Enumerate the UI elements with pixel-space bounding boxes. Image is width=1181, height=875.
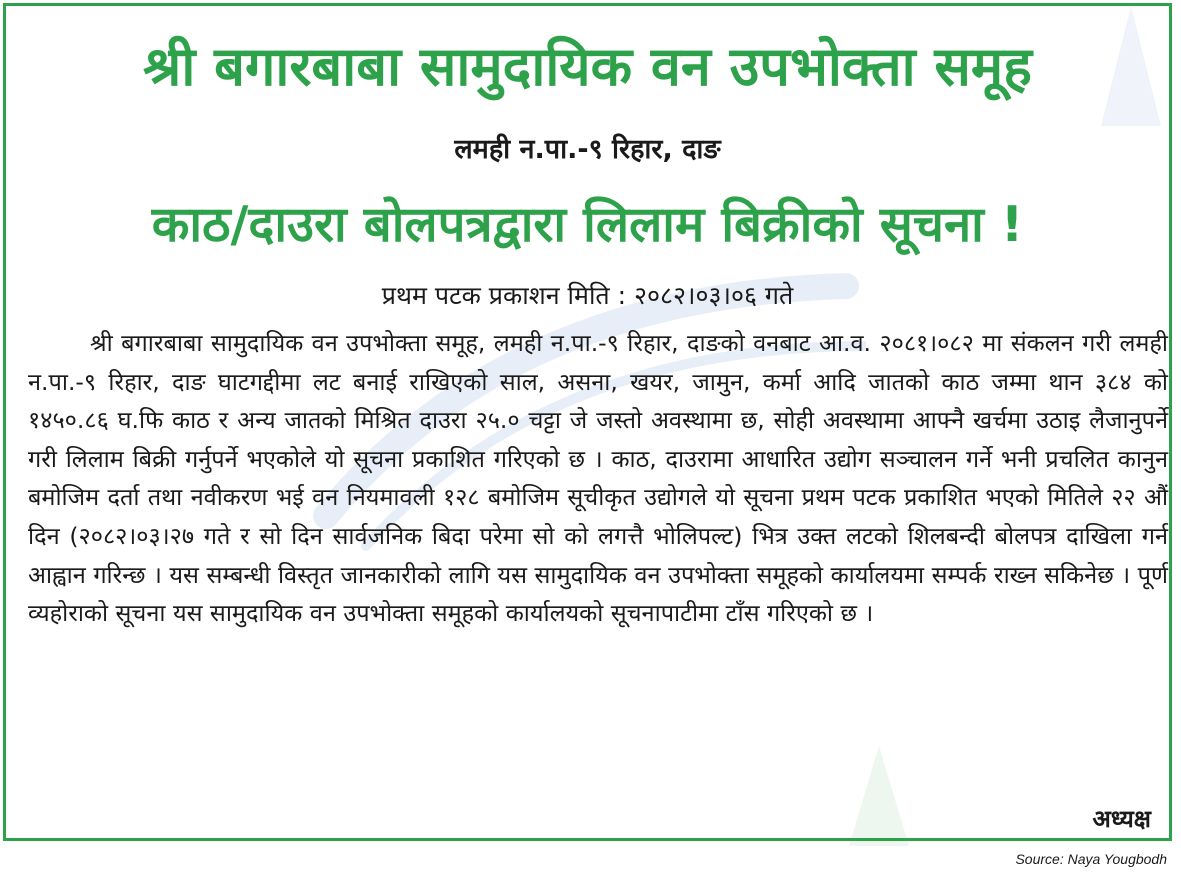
organization-address: लमही न.पा.-९ रिहार, दाङ xyxy=(454,134,721,165)
source-credit: Source: Naya Yougbodh xyxy=(1015,851,1167,867)
organization-title: श्री बगारबाबा सामुदायिक वन उपभोक्ता समूह xyxy=(143,35,1032,98)
notice-border-frame xyxy=(3,3,1172,841)
notice-body-text: श्री बगारबाबा सामुदायिक वन उपभोक्ता समूह, लमही न.पा.-९ रिहार, दाङको वनबाट आ.व. २०८१।०८२ मा संकलन गरी लमही न.पा.-९ रिहार, दाङ घाटगद्दीमा लट बनाई राखिएको साल, असना, खयर, जामुन, कर्मा आदि जातको काठ जम्मा थान ३८४ को १४५०.८६ घ.फि काठ र अन्य जातको मिश्रित दाउरा २५.० चट्टा जे जस्तो अवस्थामा छ, सोही अवस्थामा आफ्नै खर्चमा उठाइ लैजानुपर्ने गरी लिलाम बिक्री गर्नुपर्ने भएकोले यो सूचना प्रकाशित गरिएको छ । काठ, दाउरामा आधारित उद्योग सञ्चालन गर्ने भनी प्रचलित कानुन बमोजिम दर्ता तथा नवीकरण भई वन नियमावली १२८ बमोजिम सूचीकृत उद्योगले यो सूचना प्रथम पटक प्रकाशित भएको मितिले २२ औं दिन (२०८२।०३।२७ गते र सो दिन सार्वजनिक बिदा परेमा सो को लगत्तै भोलिपल्ट) भित्र उक्त लटको शिलबन्दी बोलपत्र दाखिला गर्न आह्वान गरिन्छ । यस सम्बन्धी विस्तृत जानकारीको लागि यस सामुदायिक वन उपभोक्ता समूहको कार्यालयमा सम्पर्क राख्न सकिनेछ । पूर्ण व्यहोराको सूचना यस सामुदायिक वन उपभोक्ता समूहको कार्यालयको सूचनापाटीमा टाँस गरिएको छ । xyxy=(28,329,1168,628)
publish-date: प्रथम पटक प्रकाशन मिति : २०८२।०३।०६ गते xyxy=(381,281,794,310)
signature-chairperson: अध्यक्ष xyxy=(1092,805,1151,833)
decorative-triangle-bottom-right xyxy=(849,746,909,846)
notice-heading: काठ/दाउरा बोलपत्रद्वारा लिलाम बिक्रीको सूचना ! xyxy=(151,196,1024,253)
